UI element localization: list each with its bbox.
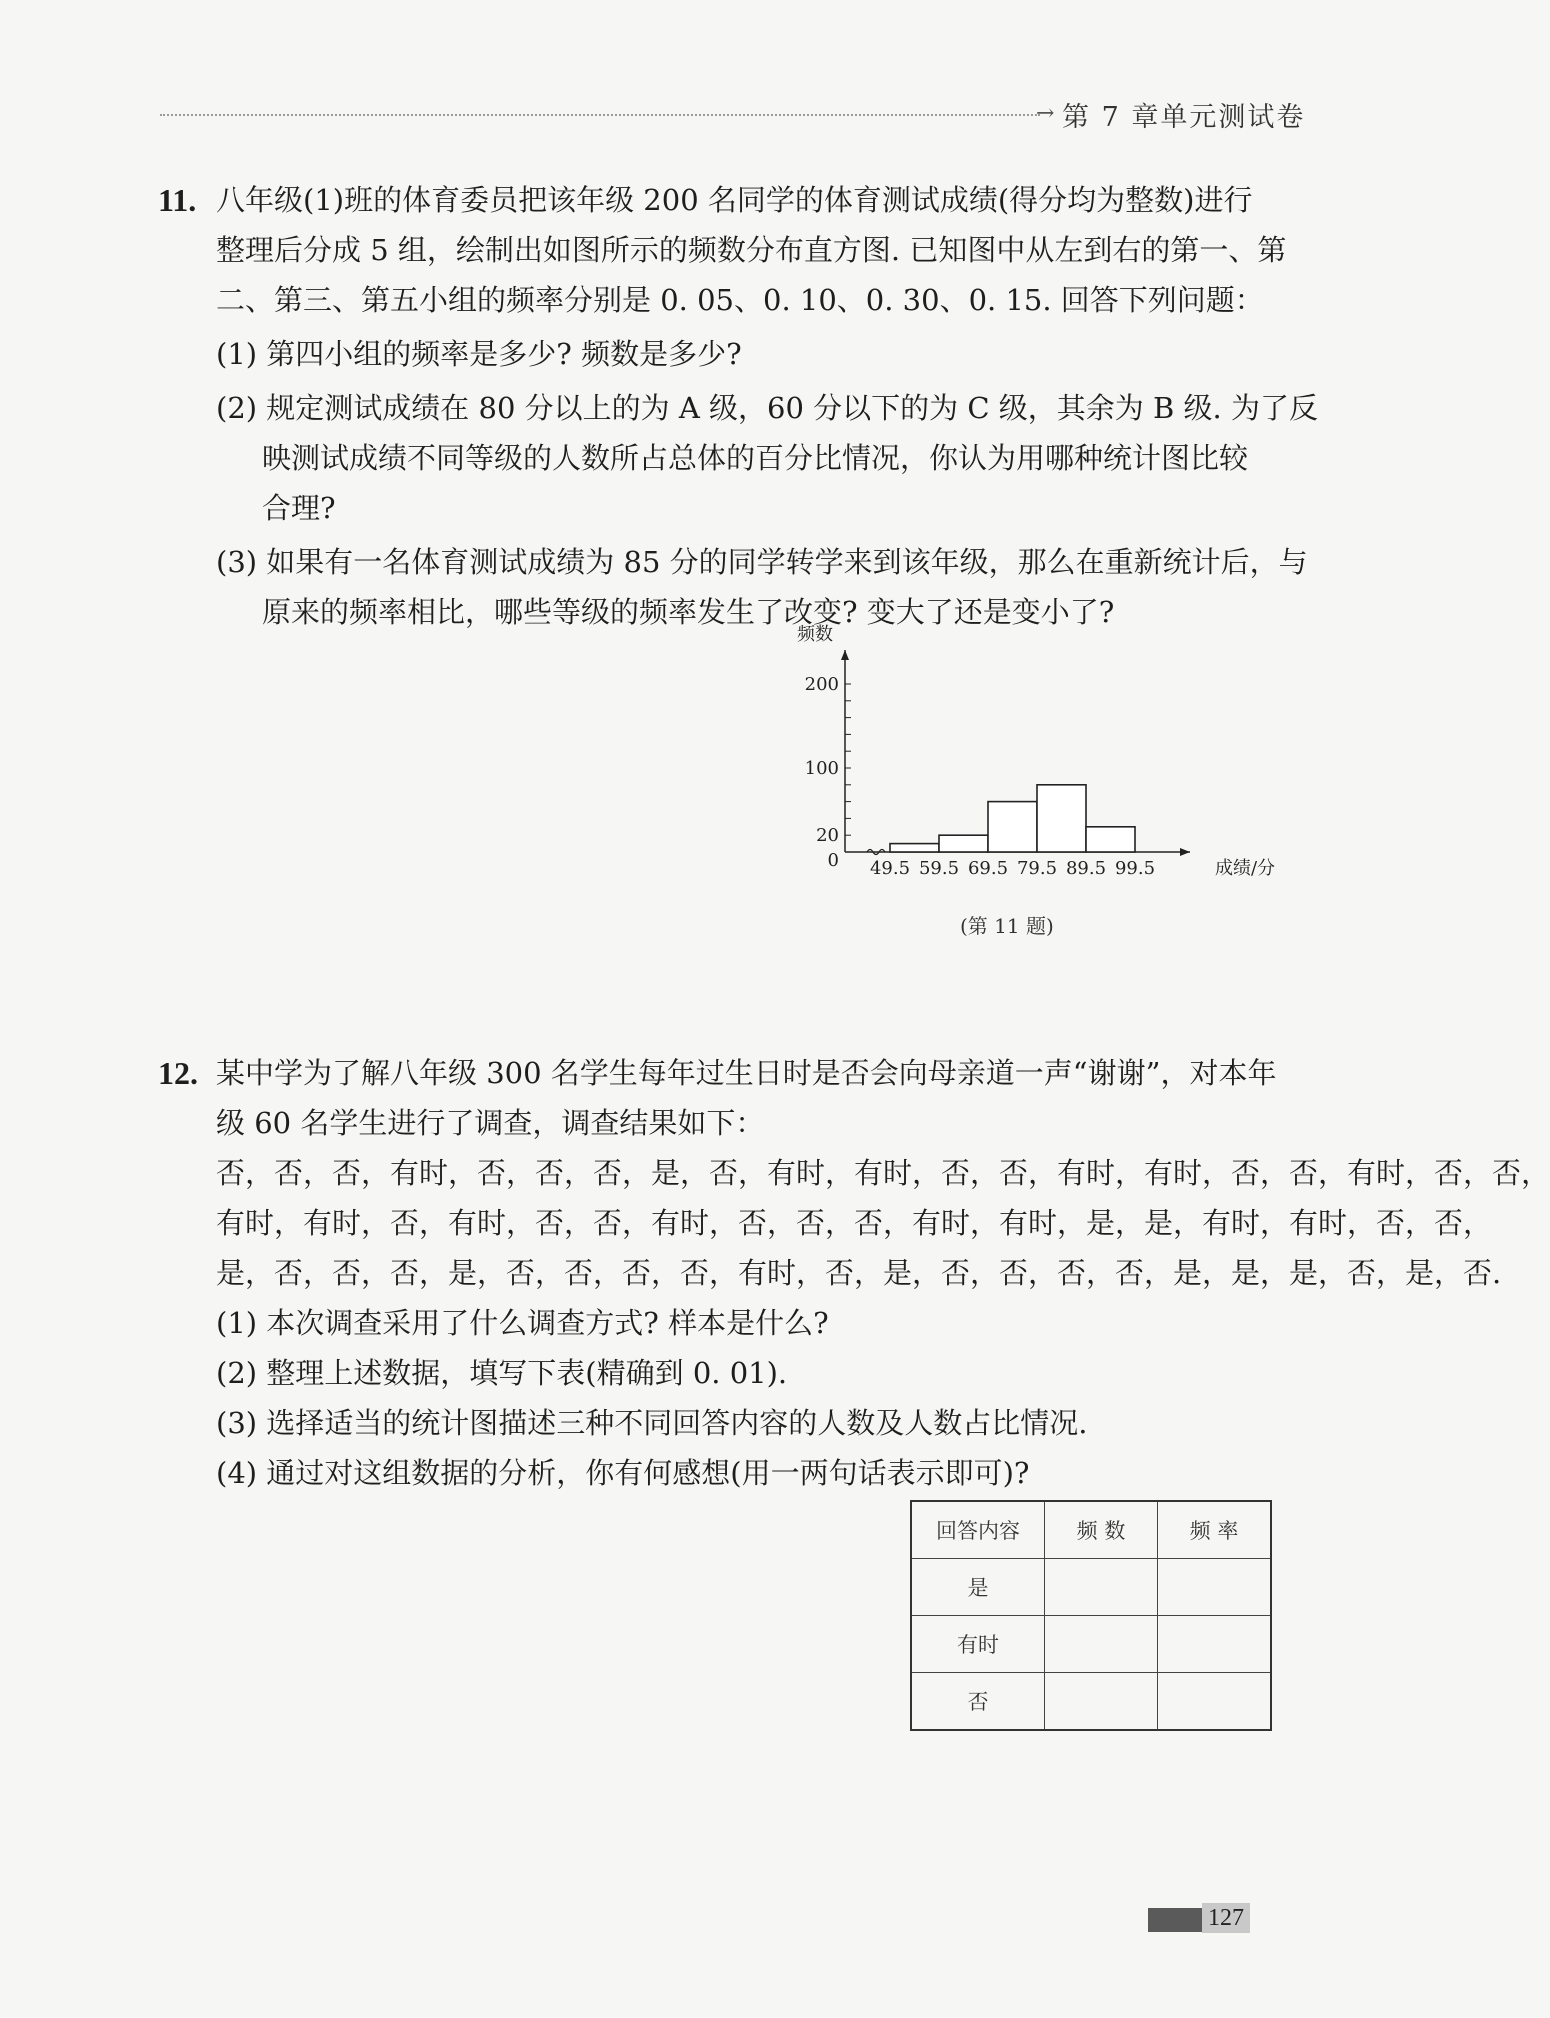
question-text-line: 八年级(1)班的体育委员把该年级 200 名同学的体育测试成绩(得分均为整数)进行 (216, 183, 1253, 217)
x-tick-label: 49.5 (869, 858, 911, 879)
table-header-cell: 回答内容 (911, 1501, 1045, 1559)
blank-cell[interactable] (1158, 1673, 1272, 1731)
blank-cell[interactable] (1045, 1673, 1158, 1731)
question-text-line: 级 60 名学生进行了调查，调查结果如下： (216, 1106, 765, 1140)
question-number: 12. (158, 1055, 198, 1091)
survey-data-line: 是，否，否，否，是，否，否，否，否，有时，否，是，否，否，否，否，是，是，是，否，是，否. (216, 1256, 1502, 1290)
x-tick-label: 99.5 (1114, 858, 1156, 879)
figure-caption: (第 11 题) (960, 914, 1054, 938)
sub-question-3-cont: 原来的频率相比，哪些等级的频率发生了改变? 变大了还是变小了? (262, 595, 1115, 629)
x-tick-label: 59.5 (918, 858, 960, 879)
blank-cell[interactable] (1045, 1559, 1158, 1616)
survey-data-line: 有时，有时，否，有时，否，否，有时，否，否，否，有时，有时，是，是，有时，有时，否，否， (216, 1206, 1493, 1240)
table-header-cell: 频 率 (1158, 1501, 1272, 1559)
histogram-bar (890, 844, 939, 852)
y-tick-label: 0 (827, 850, 839, 871)
question-text-line: 整理后分成 5 组，绘制出如图所示的频数分布直方图. 已知图中从左到右的第一、第 (216, 233, 1287, 267)
table-header-row (911, 1501, 1271, 1559)
table-row-label: 否 (911, 1673, 1045, 1731)
y-axis-label: 频数 (797, 624, 833, 645)
y-axis-arrow-icon (841, 650, 849, 660)
table-row-label: 是 (911, 1559, 1045, 1616)
histogram-svg (790, 624, 1290, 890)
table-row-label: 有时 (911, 1616, 1045, 1673)
sub-question-2-cont: 合理? (262, 491, 336, 525)
y-tick-label: 20 (816, 825, 839, 847)
question-text-line: 某中学为了解八年级 300 名学生每年过生日时是否会向母亲道一声“谢谢”，对本年 (216, 1056, 1277, 1090)
question-text-line: 二、第三、第五小组的频率分别是 0. 05、0. 10、0. 30、0. 15. 回答下列问题： (216, 283, 1264, 317)
histogram-chart (790, 624, 1290, 890)
sub-question-2-cont: 映测试成绩不同等级的人数所占总体的百分比情况，你认为用哪种统计图比较 (262, 441, 1249, 475)
y-tick-label: 200 (804, 674, 839, 695)
survey-data-line: 否，否，否，有时，否，否，否，是，否，有时，有时，否，否，有时，有时，否，否，有时，否，否， (216, 1156, 1550, 1190)
x-tick-label: 69.5 (967, 858, 1009, 879)
histogram-bar (1037, 785, 1086, 852)
table-row (911, 1559, 1271, 1616)
table-row (911, 1673, 1271, 1731)
sub-question-3: (3) 选择适当的统计图描述三种不同回答内容的人数及人数占比情况. (216, 1406, 1088, 1440)
table-row (911, 1616, 1271, 1673)
blank-cell[interactable] (1158, 1616, 1272, 1673)
question-number: 11. (158, 182, 197, 218)
header-dotted-rule (160, 114, 1040, 116)
histogram-bar (988, 802, 1037, 852)
question-12 (158, 1048, 1550, 1498)
histogram-bar (1086, 827, 1135, 852)
x-tick-label: 89.5 (1065, 858, 1107, 879)
sub-question-1: (1) 本次调查采用了什么调查方式? 样本是什么? (216, 1306, 829, 1340)
page-number-bar (1148, 1908, 1202, 1932)
sub-question-2: (2) 整理上述数据，填写下表(精确到 0. 01). (216, 1356, 788, 1390)
chapter-title: 第 7 章单元测试卷 (1062, 102, 1306, 133)
sub-question-1: (1) 第四小组的频率是多少? 频数是多少? (216, 337, 742, 371)
sub-question-3: (3) 如果有一名体育测试成绩为 85 分的同学转学来到该年级，那么在重新统计后，与 (216, 545, 1308, 579)
sub-question-2: (2) 规定测试成绩在 80 分以上的为 A 级，60 分以下的为 C 级，其余为 B 级. 为了反 (216, 391, 1318, 425)
y-tick-label: 100 (804, 758, 839, 779)
x-axis-arrow-icon (1180, 848, 1190, 856)
x-axis-label: 成绩/分 (1214, 858, 1276, 879)
x-tick-label: 79.5 (1016, 858, 1058, 879)
sub-question-4: (4) 通过对这组数据的分析，你有何感想(用一两句话表示即可)? (216, 1456, 1030, 1490)
blank-cell[interactable] (1158, 1559, 1272, 1616)
histogram-bar (939, 835, 988, 852)
answer-table (910, 1500, 1272, 1731)
page-number: 127 (1202, 1903, 1250, 1933)
arrow-right-icon: → (1036, 101, 1055, 126)
table-header-cell: 频 数 (1045, 1501, 1158, 1559)
blank-cell[interactable] (1045, 1616, 1158, 1673)
question-11 (158, 175, 1318, 637)
